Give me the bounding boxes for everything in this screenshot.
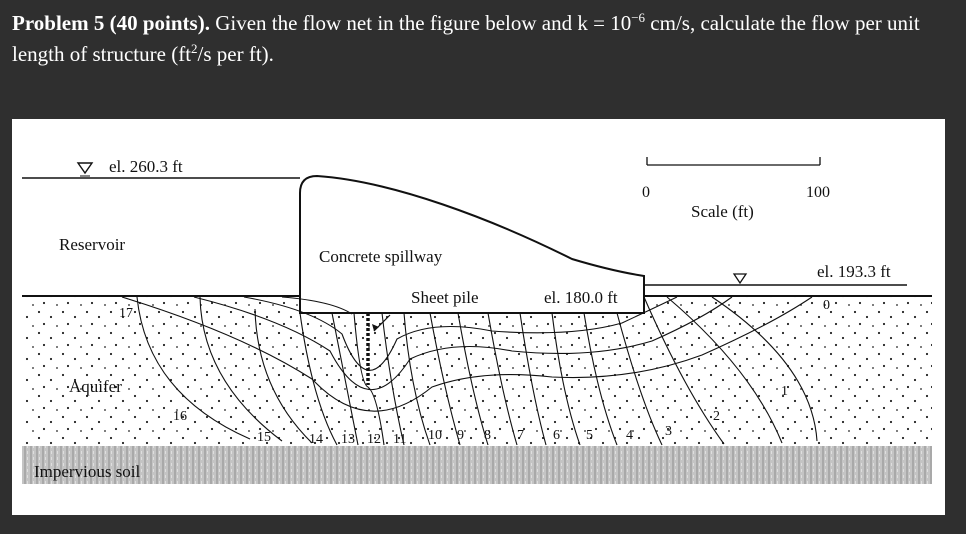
impervious-soil-label: Impervious soil bbox=[34, 462, 141, 481]
drop-label: 8 bbox=[484, 428, 491, 443]
drop-label: 11 bbox=[393, 432, 407, 447]
spillway-label: Concrete spillway bbox=[319, 247, 443, 266]
drop-label: 10 bbox=[428, 428, 442, 443]
scale-end-label: 100 bbox=[806, 184, 830, 201]
scale-bar bbox=[647, 157, 820, 165]
drop-label: 7 bbox=[517, 428, 524, 443]
scale-start-label: 0 bbox=[642, 184, 650, 201]
drop-label: 4 bbox=[626, 428, 633, 443]
flow-net-figure bbox=[12, 119, 945, 515]
base-elevation-label: el. 180.0 ft bbox=[544, 288, 618, 307]
drop-label: 3 bbox=[665, 424, 672, 439]
aquifer-region bbox=[22, 296, 932, 446]
scale-caption: Scale (ft) bbox=[691, 202, 754, 221]
drop-label: 16 bbox=[173, 409, 187, 424]
headwater-triangle-icon bbox=[78, 163, 92, 173]
problem-text-b: cm/s, calculate the flow per unit length of structure (ft bbox=[12, 11, 920, 66]
drop-label: 15 bbox=[257, 430, 271, 445]
impervious-soil-layer bbox=[22, 446, 932, 484]
drop-label: 2 bbox=[713, 409, 720, 424]
drop-label: 1 bbox=[781, 384, 788, 399]
drop-label: 0 bbox=[823, 298, 830, 313]
square-superscript: 2 bbox=[191, 41, 198, 56]
aquifer-label: Aquifer bbox=[69, 377, 122, 396]
problem-heading: Problem 5 (40 points). bbox=[12, 11, 210, 35]
reservoir-label: Reservoir bbox=[59, 235, 126, 254]
drop-label: 9 bbox=[457, 428, 464, 443]
drop-label: 5 bbox=[586, 428, 593, 443]
drop-label: 17 bbox=[119, 306, 133, 321]
problem-text-c: /s per ft). bbox=[197, 42, 274, 66]
drop-label: 13 bbox=[341, 432, 355, 447]
exponent: −6 bbox=[631, 10, 646, 25]
headwater-elevation-label: el. 260.3 ft bbox=[109, 157, 183, 176]
drop-label: 12 bbox=[367, 432, 381, 447]
tailwater-elevation-label: el. 193.3 ft bbox=[817, 262, 891, 281]
flow-net-diagram bbox=[12, 119, 945, 515]
problem-statement bbox=[12, 8, 957, 70]
sheet-pile-label: Sheet pile bbox=[411, 288, 479, 307]
problem-text-a: Given the flow net in the figure below and k = 10 bbox=[209, 11, 632, 35]
tailwater-triangle-icon bbox=[734, 274, 746, 283]
drop-label: 14 bbox=[309, 432, 323, 447]
drop-label: 6 bbox=[553, 428, 560, 443]
